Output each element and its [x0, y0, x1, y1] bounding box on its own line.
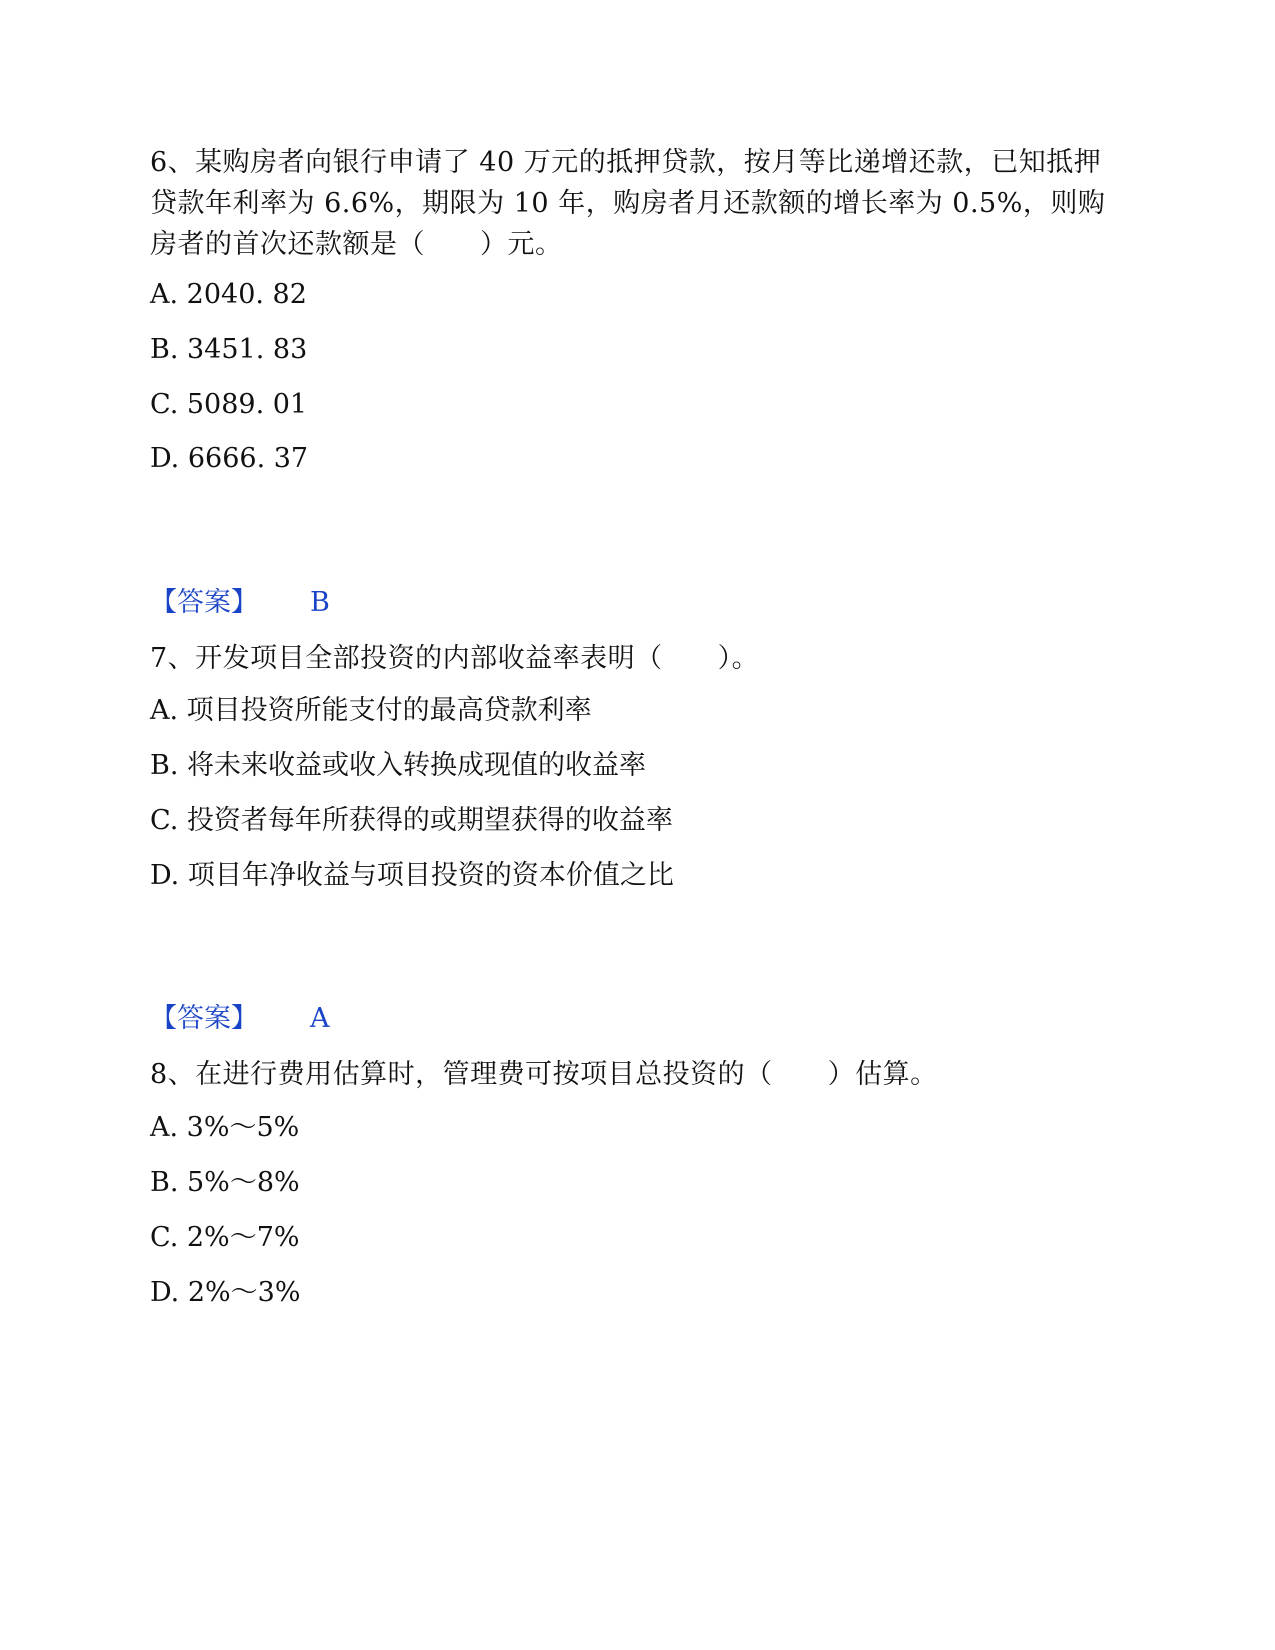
question-6-option-b: B. 3451. 83: [150, 334, 308, 365]
question-7-option-d: D. 项目年净收益与项目投资的资本价值之比: [150, 860, 674, 891]
question-8-option-a: A. 3%～5%: [150, 1112, 300, 1143]
question-7-option-c: C. 投资者每年所获得的或期望获得的收益率: [150, 805, 673, 836]
answer-label: 【答案】: [150, 587, 258, 618]
question-6-option-c: C. 5089. 01: [150, 389, 308, 420]
question-8-stem: 8、在进行费用估算时，管理费可按项目总投资的（ ）估算。: [150, 1059, 938, 1090]
question-8-option-d: D. 2%～3%: [150, 1277, 301, 1308]
question-6-option-a: A. 2040. 82: [150, 279, 307, 310]
question-6-stem: 6、某购房者向银行申请了 40 万元的抵押贷款，按月等比递增还款，已知抵押贷款年利率为 6.6%，期限为 10 年，购房者月还款额的增长率为 0.5%，则购房者的首次还款额是（ ）元。: [150, 147, 1106, 260]
question-6-option-d: D. 6666. 37: [150, 443, 309, 474]
question-7-stem: 7、开发项目全部投资的内部收益率表明（ ）。: [150, 643, 760, 674]
question-7-option-b: B. 将未来收益或收入转换成现值的收益率: [150, 750, 647, 781]
answer-value: A: [310, 1003, 330, 1034]
question-7-option-a: A. 项目投资所能支付的最高贷款利率: [150, 695, 592, 726]
answer-value: B: [310, 587, 330, 618]
question-8-option-c: C. 2%～7%: [150, 1222, 300, 1253]
answer-label: 【答案】: [150, 1003, 258, 1034]
question-6-answer: [150, 586, 330, 620]
question-8-option-b: B. 5%～8%: [150, 1167, 300, 1198]
question-7-answer: [150, 1002, 330, 1036]
